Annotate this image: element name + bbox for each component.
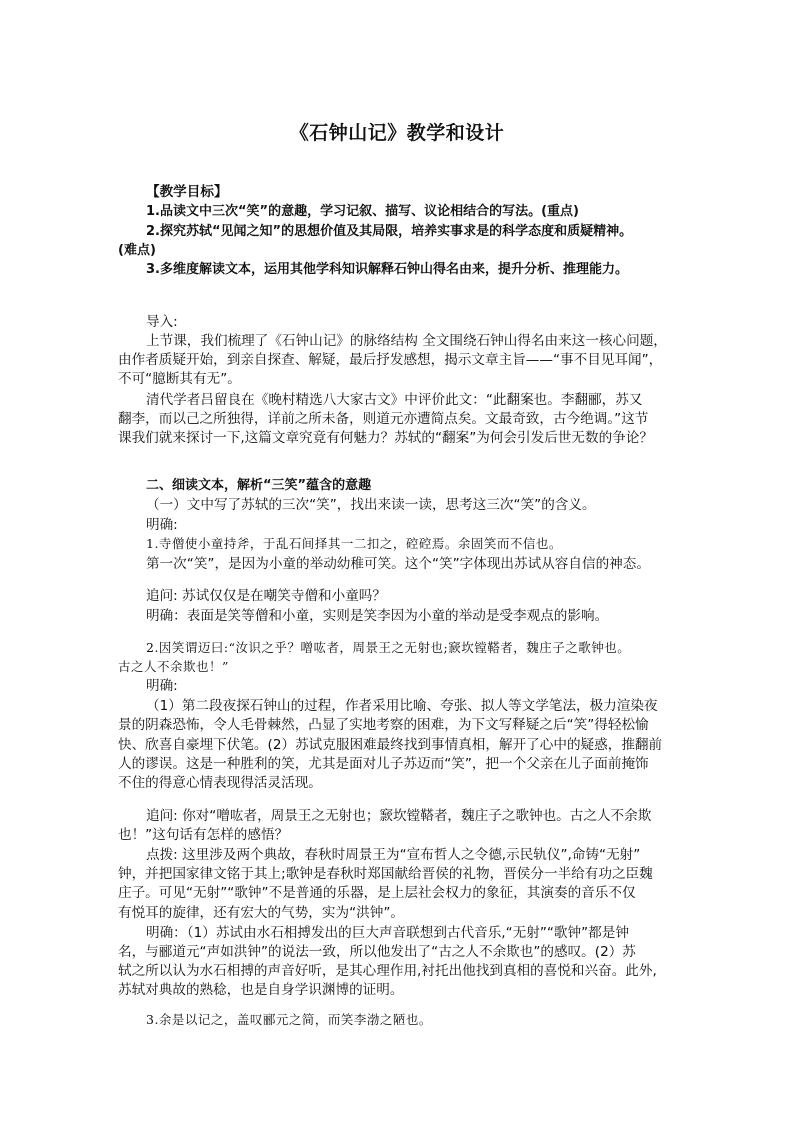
classical-quote-3: 3.余是以记之，盖叹郦元之简，而笑李渤之陋也。: [146, 1012, 432, 1027]
answer-line: 第一次“笑”，是因为小童的举动幼稚可笑。这个“笑”字体现出苏试从容自信的神态。: [146, 556, 650, 572]
intro-paragraph-line: 课我们就来探讨一下,这篇文章究竟有何魅力？苏轼的“翻案”为何会引发后世无数的争论？: [118, 430, 653, 446]
classical-quote-2-cont: 古之人不余欺也！”: [118, 659, 229, 674]
intro-paragraph-line: 清代学者吕留良在《晚村精选八大家古文》中评价此文：“此翻案也。李翻郦，苏又: [146, 392, 643, 408]
answer-line: 不住的得意心情表现得活灵活现。: [118, 775, 322, 791]
hint-line: 点拨: 这里涉及两个典故，春秋时周景王为“宣布哲人之令德,示民轨仪”,命铸“无射”: [146, 847, 641, 863]
answer-line: 苏轼对典故的熟稔，也是自身学识渊博的证明。: [118, 982, 404, 998]
objectives-header: 【教学目标】: [146, 184, 228, 200]
answer-label: 明确:: [146, 678, 178, 694]
answer-line: 景的阴森恐怖，令人毛骨棘然，凸显了实地考察的困难，为下文写释疑之后“笑”得轻松愉: [118, 717, 649, 733]
section-2-header: 二、细读文本，解析“三笑”蕴含的意趣: [146, 478, 372, 493]
intro-paragraph-line: 由作者质疑开始，到亲自探查、解疑，最后抒发感想，揭示文章主旨——“事不目见耳闻”，: [118, 352, 663, 368]
answer-line: 快、欣喜自豪埋下伏笔。(2）苏试克服困难最终找到事情真相，解开了心中的疑惑，推翻前: [118, 737, 663, 753]
follow-up-question: 追问: 苏试仅仅是在嘲笑寺僧和小童吗？: [146, 588, 386, 604]
hint-line: 有悦耳的旋律，还有宏大的气势，实为“洪钟”。: [118, 905, 404, 921]
classical-quote-1: 1.寺僧使小童持斧，于乱石间择其一二扣之，硿硿焉。余固笑而不信也。: [146, 536, 562, 551]
document-title: 《石钟山记》教学和设计: [289, 122, 505, 144]
objective-item-2: 2.探究苏轼“见闻之知”的思想价值及其局限，培养实事求是的科学态度和质疑精神。: [146, 224, 633, 239]
follow-up-question-cont: 也！”这句话有怎样的感悟？: [118, 827, 289, 843]
intro-paragraph-line: 上节课，我们梳理了《石钟山记》的脉络结构 全文围绕石钟山得名由来这一核心问题，: [146, 333, 667, 349]
classical-quote-2: 2.因笑谓迈曰:“汝识之乎？噌吰者，周景王之无射也;窾坎镗鞳者，魏庄子之歌钟也。: [146, 640, 631, 655]
intro-paragraph-line: 不可“臆断其有无”。: [118, 371, 241, 387]
answer-line: 名，与郦道元“声如洪钟”的说法一致，所以他发出了“古之人不余欺也”的感叹。(2）苏: [118, 944, 636, 960]
answer-line: 明确：表面是笑等僧和小童，实则是笑李因为小童的举动是受李观点的影响。: [146, 608, 609, 624]
objective-item-3: 3.多维度解读文本，运用其他学科知识解释石钟山得名由来，提升分析、推理能力。: [146, 262, 628, 277]
answer-line: 人的谬误。这是一种胜利的笑，尤其是面对儿子苏迈而“笑”，把一个父亲在儿子面前掩饰: [118, 756, 649, 772]
answer-line: （1）第二段夜探石钟山的过程，作者采用比喻、夸张、拟人等文学笔法，极力渲染夜: [146, 698, 658, 714]
answer-label: 明确:: [146, 517, 178, 533]
answer-line: 明确：（1）苏试由水石相搏发出的巨大声音联想到古代音乐,“无射”“歌钟”都是钟: [146, 925, 629, 941]
hint-line: 钟，并把国家律文铭于其上;歌钟是春秋时郑国献给晋侯的礼物，晋侯分一半给有功之臣魏: [118, 866, 653, 882]
objective-item-2-cont: (难点): [118, 243, 156, 258]
hint-line: 庄子。可见“无射”“歌钟”不是普通的乐器，是上层社会权力的象征，其演奏的音乐不仅: [118, 885, 636, 901]
question-1: （一）文中写了苏轼的三次“笑”，找出来读一读，思考这三次“笑”的含义。: [146, 497, 596, 513]
follow-up-question: 追问: 你对“噌吰者，周景王之无射也；窾坎镗鞳者，魏庄子之歌钟也。古之人不余欺: [146, 808, 652, 824]
answer-line: 轼之所以认为水石相搏的声音好听，是其心理作用,衬托出他找到真相的喜悦和兴奋。此外,: [118, 963, 657, 979]
objective-item-1: 1.品读文中三次“笑”的意趣，学习记叙、描写、议论相结合的写法。(重点): [146, 204, 579, 219]
intro-paragraph-line: 翻李，而以己之所独得，详前之所未备，则道元亦遭简点矣。文最奇致，古今绝调。”这节: [118, 411, 649, 427]
intro-header: 导入:: [146, 314, 178, 330]
